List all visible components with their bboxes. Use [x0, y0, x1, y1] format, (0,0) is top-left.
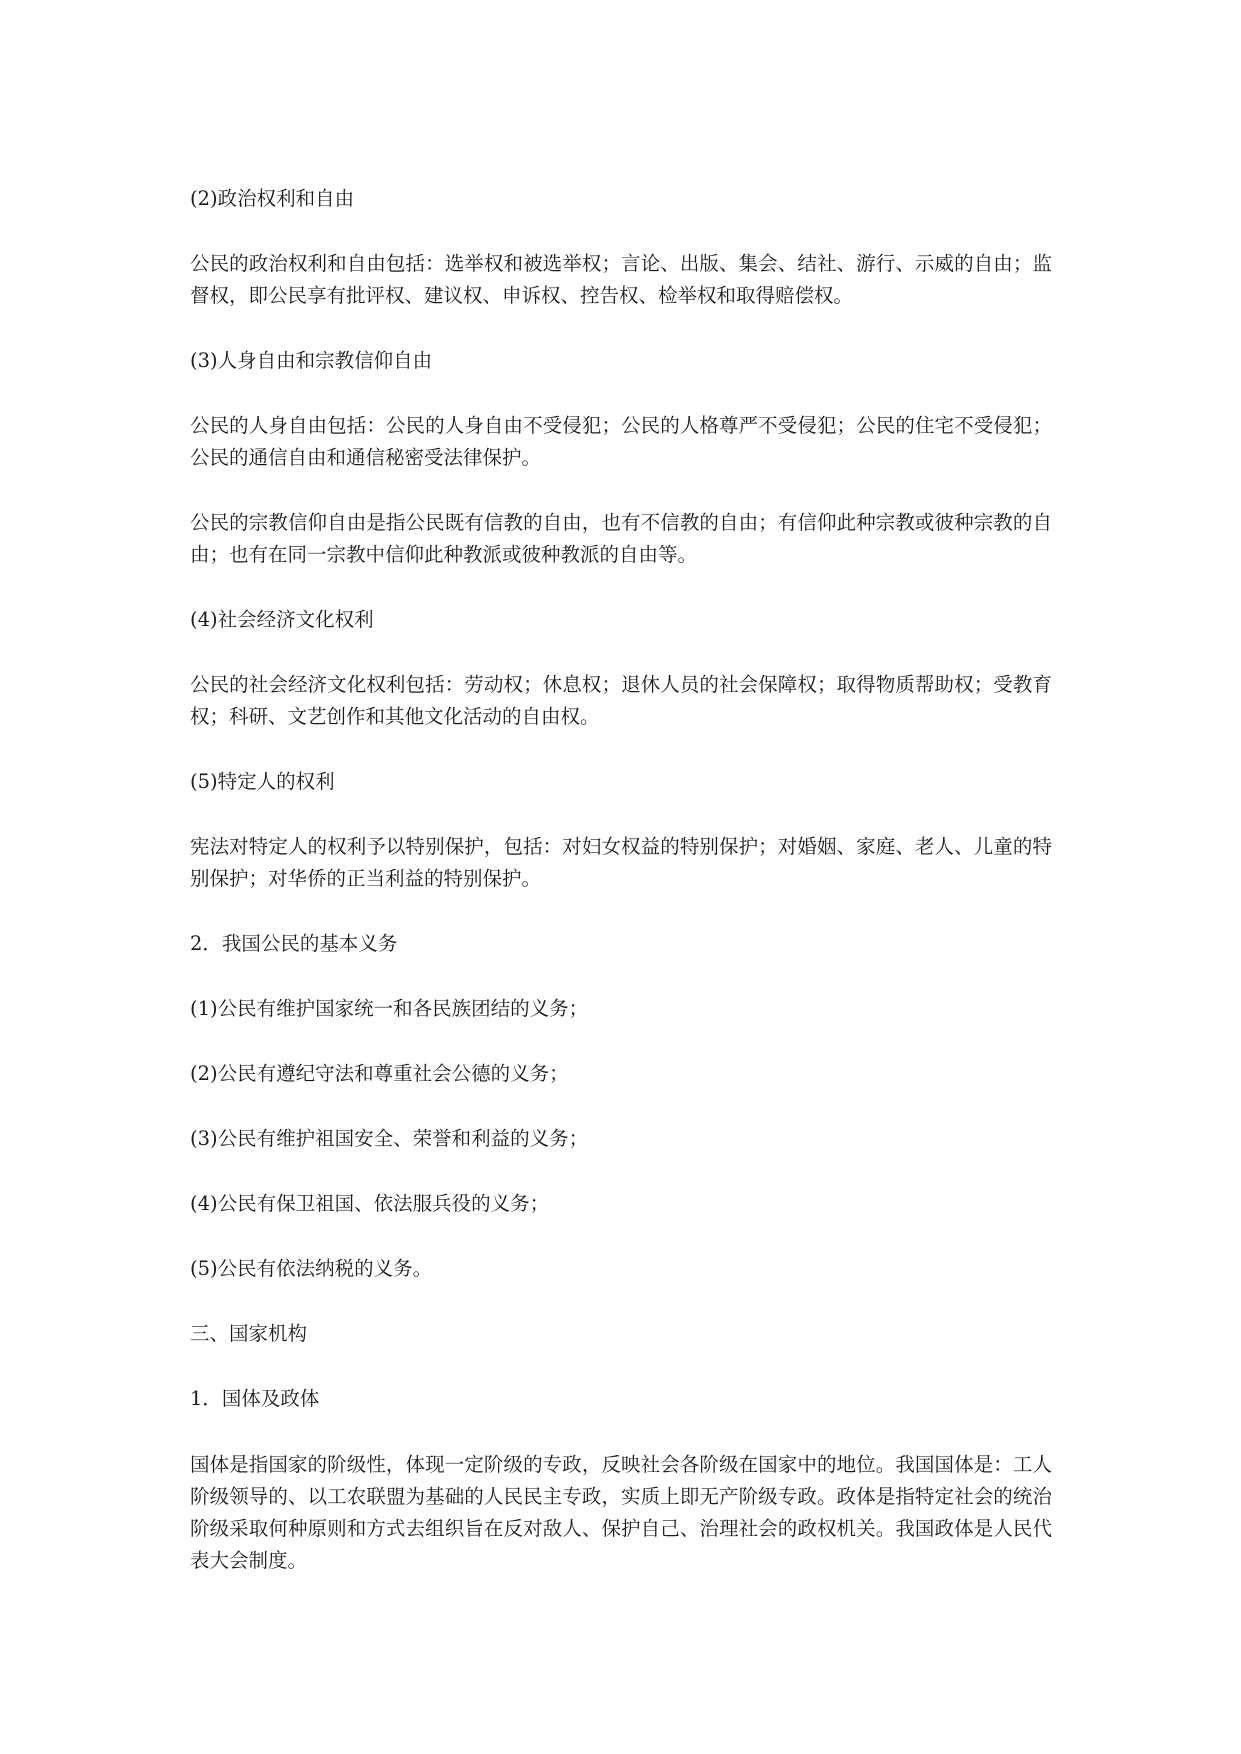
heading-state-system: 1．国体及政体 [190, 1387, 320, 1410]
heading-political-rights: (2)政治权利和自由 [190, 187, 355, 210]
heading-personal-religious-freedom: (3)人身自由和宗教信仰自由 [190, 349, 433, 372]
paragraph-state-system: 国体是指国家的阶级性，体现一定阶级的专政，反映社会各阶级在国家中的地位。我国国体是：工人阶级领导的、以工农联盟为基础的人民民主专政，实质上即无产阶级专政。政体是指特定社会的统治阶级采取何种原则和方式去组织旨在反对敌人、保护自己、治理社会的政权机关。我国政体是人民代表大会制度。 [190, 1453, 1052, 1572]
list-item-duty-4: (4)公民有保卫祖国、依法服兵役的义务； [190, 1192, 550, 1215]
paragraph-specific-persons-rights: 宪法对特定人的权利予以特别保护，包括：对妇女权益的特别保护；对婚姻、家庭、老人、儿童的特别保护；对华侨的正当利益的特别保护。 [190, 835, 1052, 890]
list-item-duty-1: (1)公民有维护国家统一和各民族团结的义务； [190, 997, 589, 1020]
list-item-duty-2: (2)公民有遵纪守法和尊重社会公德的义务； [190, 1062, 569, 1085]
heading-state-organs: 三、国家机构 [190, 1322, 308, 1345]
paragraph-political-rights: 公民的政治权利和自由包括：选举权和被选举权；言论、出版、集会、结社、游行、示威的自由；监督权，即公民享有批评权、建议权、申诉权、控告权、检举权和取得赔偿权。 [190, 252, 1052, 307]
paragraph-socioeconomic-rights: 公民的社会经济文化权利包括：劳动权；休息权；退休人员的社会保障权；取得物质帮助权；受教育权；科研、文艺创作和其他文化活动的自由权。 [190, 673, 1052, 728]
list-item-duty-3: (3)公民有维护祖国安全、荣誉和利益的义务； [190, 1127, 589, 1150]
heading-basic-duties: 2．我国公民的基本义务 [190, 932, 398, 955]
list-item-duty-5: (5)公民有依法纳税的义务。 [190, 1257, 433, 1280]
document-body [190, 183, 1052, 1577]
paragraph-personal-freedom: 公民的人身自由包括：公民的人身自由不受侵犯；公民的人格尊严不受侵犯；公民的住宅不受侵犯；公民的通信自由和通信秘密受法律保护。 [190, 414, 1052, 469]
heading-specific-persons-rights: (5)特定人的权利 [190, 770, 335, 793]
paragraph-religious-freedom: 公民的宗教信仰自由是指公民既有信教的自由，也有不信教的自由；有信仰此种宗教或彼种宗教的自由；也有在同一宗教中信仰此种教派或彼种教派的自由等。 [190, 511, 1052, 566]
heading-socioeconomic-rights: (4)社会经济文化权利 [190, 608, 374, 631]
